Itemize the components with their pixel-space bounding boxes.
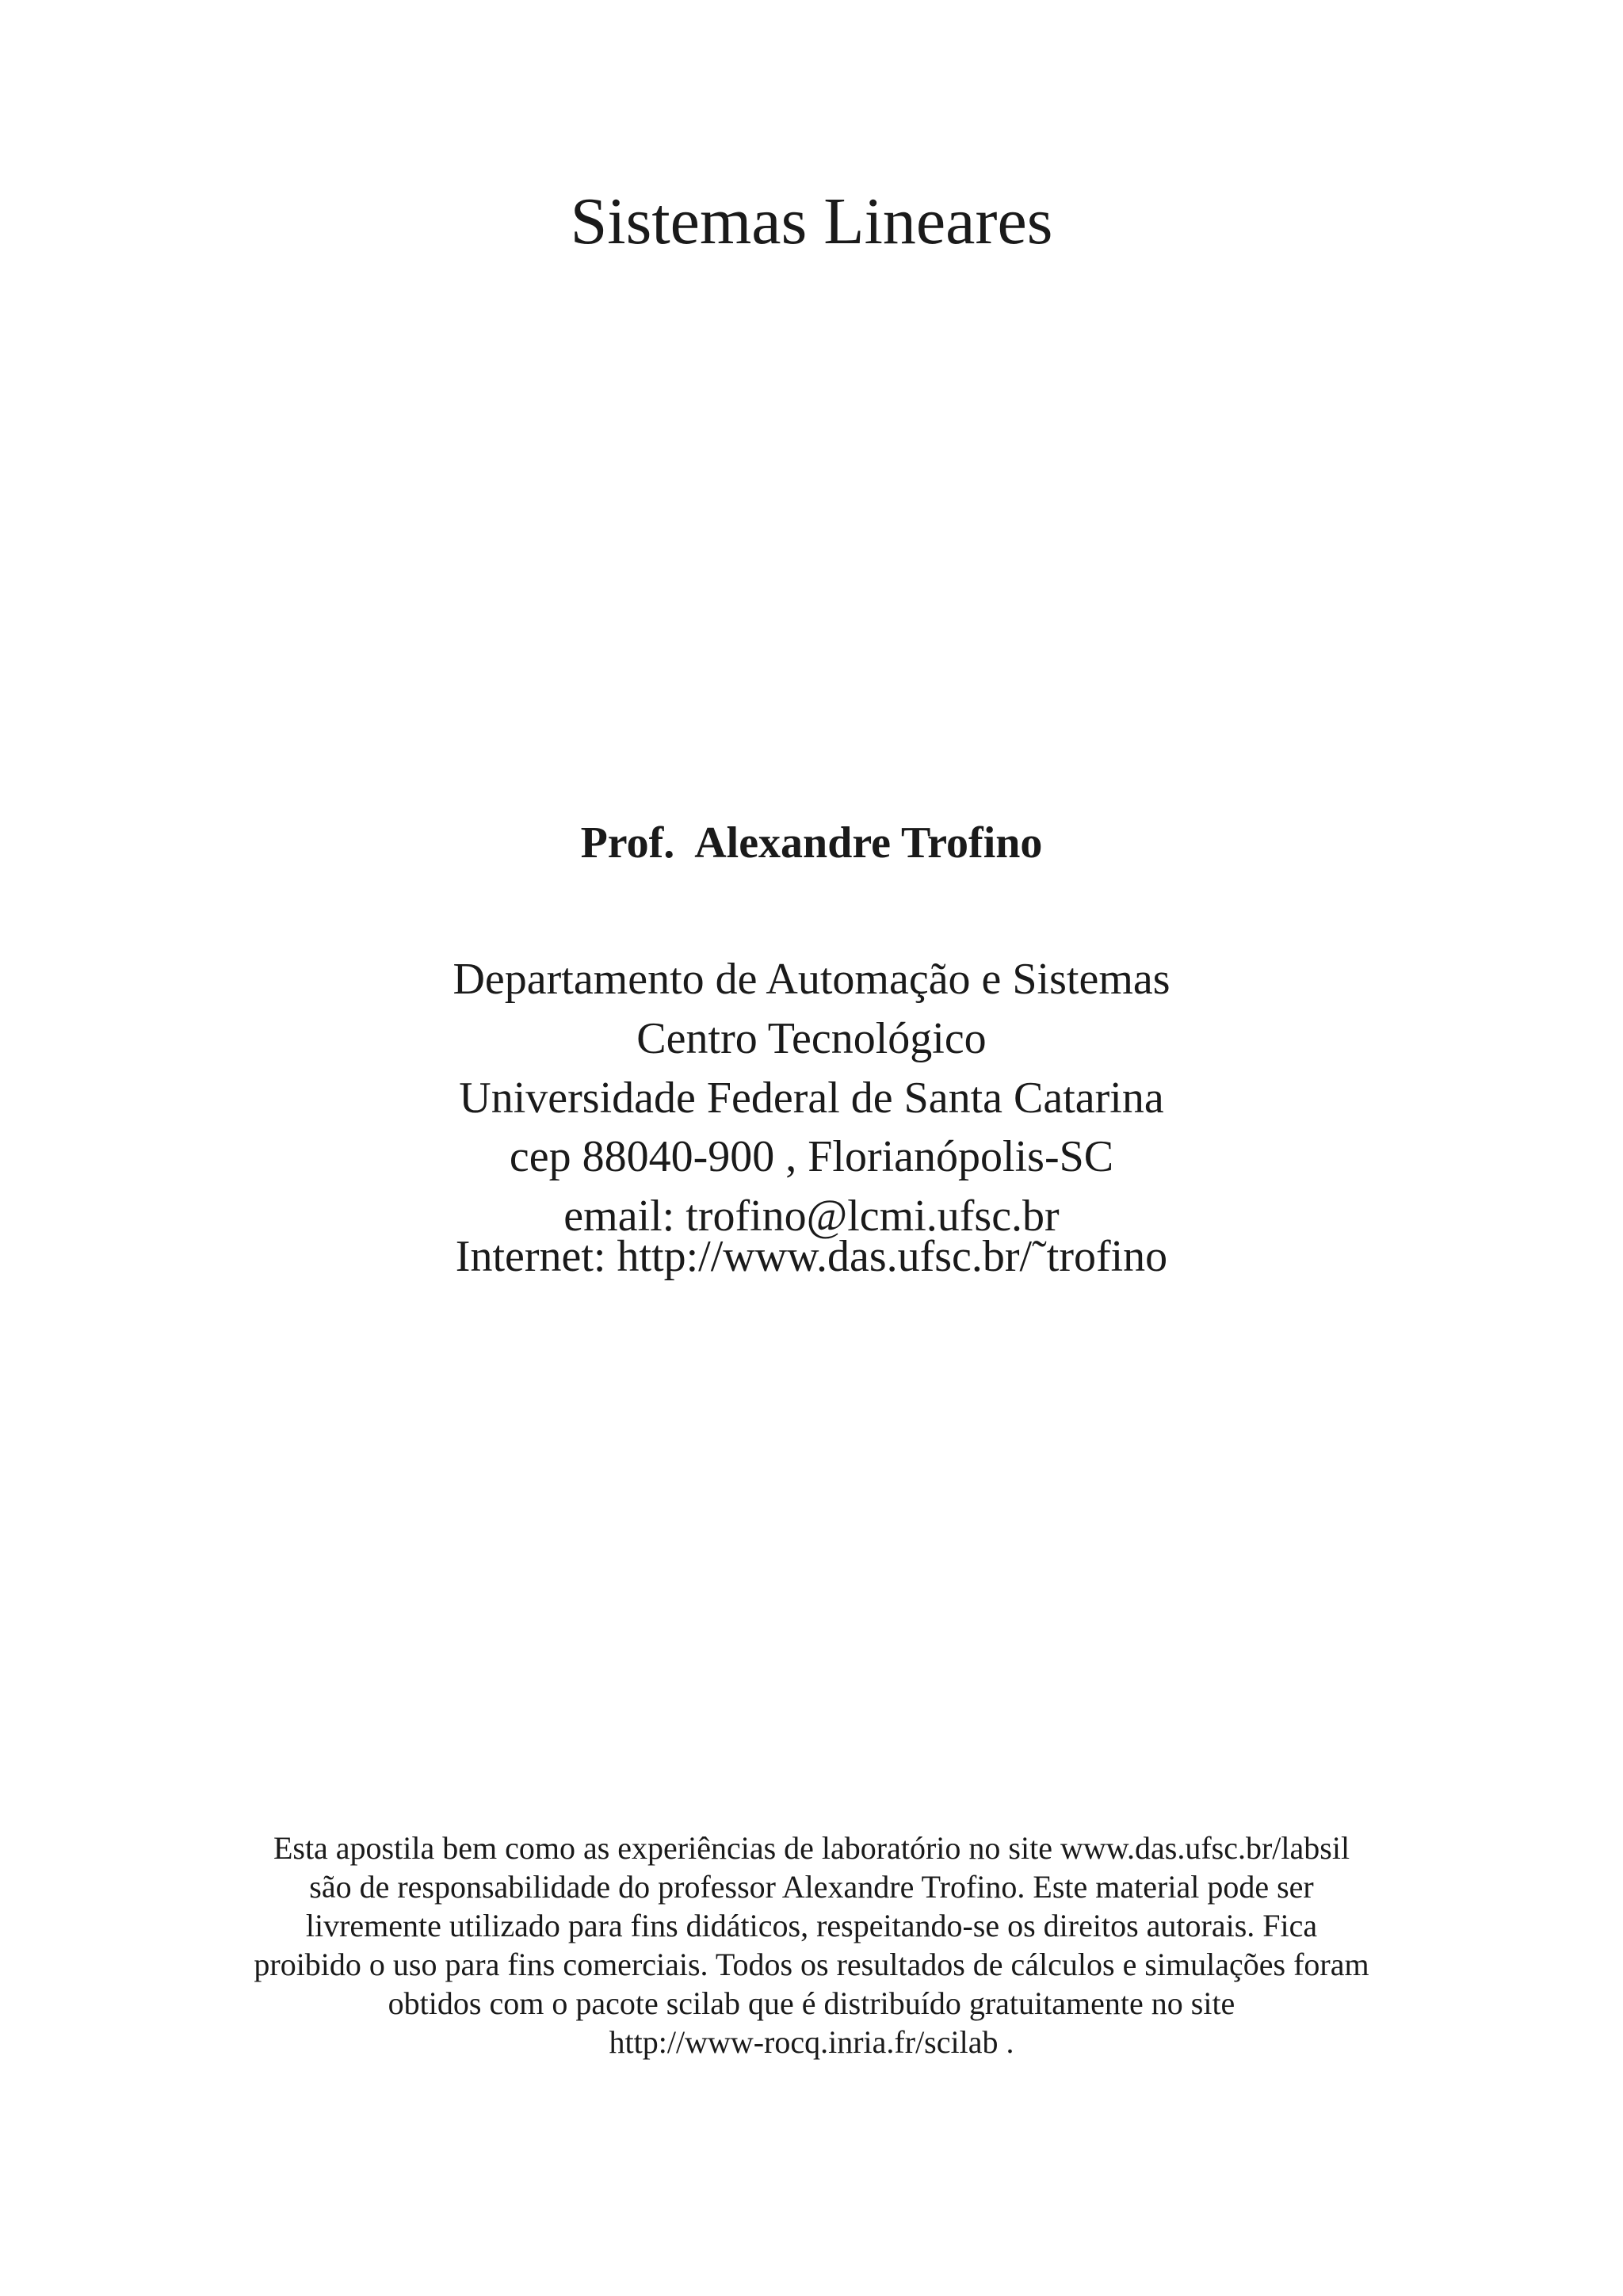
author-name: Prof. Alexandre Trofino [580,818,1043,868]
notice-line: proibido o uso para fins comerciais. Todos os resultados de cálculos e simulações foram [254,1947,1369,1982]
internet-line: Internet: http://www.das.ufsc.br/˜trofino [455,1232,1168,1281]
email-line: email: trofino@lcmi.ufsc.br [563,1192,1060,1241]
notice-line: Esta apostila bem como as experiências de laboratório no site www.das.ufsc.br/labsil [273,1830,1350,1866]
university: Universidade Federal de Santa Catarina [459,1074,1164,1123]
notice-line: livremente utilizado para fins didáticos, respeitando-se os direitos autorais. Fica [305,1908,1318,1943]
center: Centro Tecnológico [636,1014,987,1063]
postal-address: cep 88040-900 , Florianópolis-SC [509,1132,1114,1181]
notice-line: http://www-rocq.inria.fr/scilab . [609,2024,1014,2060]
notice-line: obtidos com o pacote scilab que é distribuído gratuitamente no site [388,1985,1235,2021]
department: Departamento de Automação e Sistemas [453,955,1170,1004]
copyright-notice [0,1829,1623,2061]
document-title: Sistemas Lineares [570,185,1053,258]
notice-line: são de responsabilidade do professor Alexandre Trofino. Este material pode ser [309,1869,1314,1905]
